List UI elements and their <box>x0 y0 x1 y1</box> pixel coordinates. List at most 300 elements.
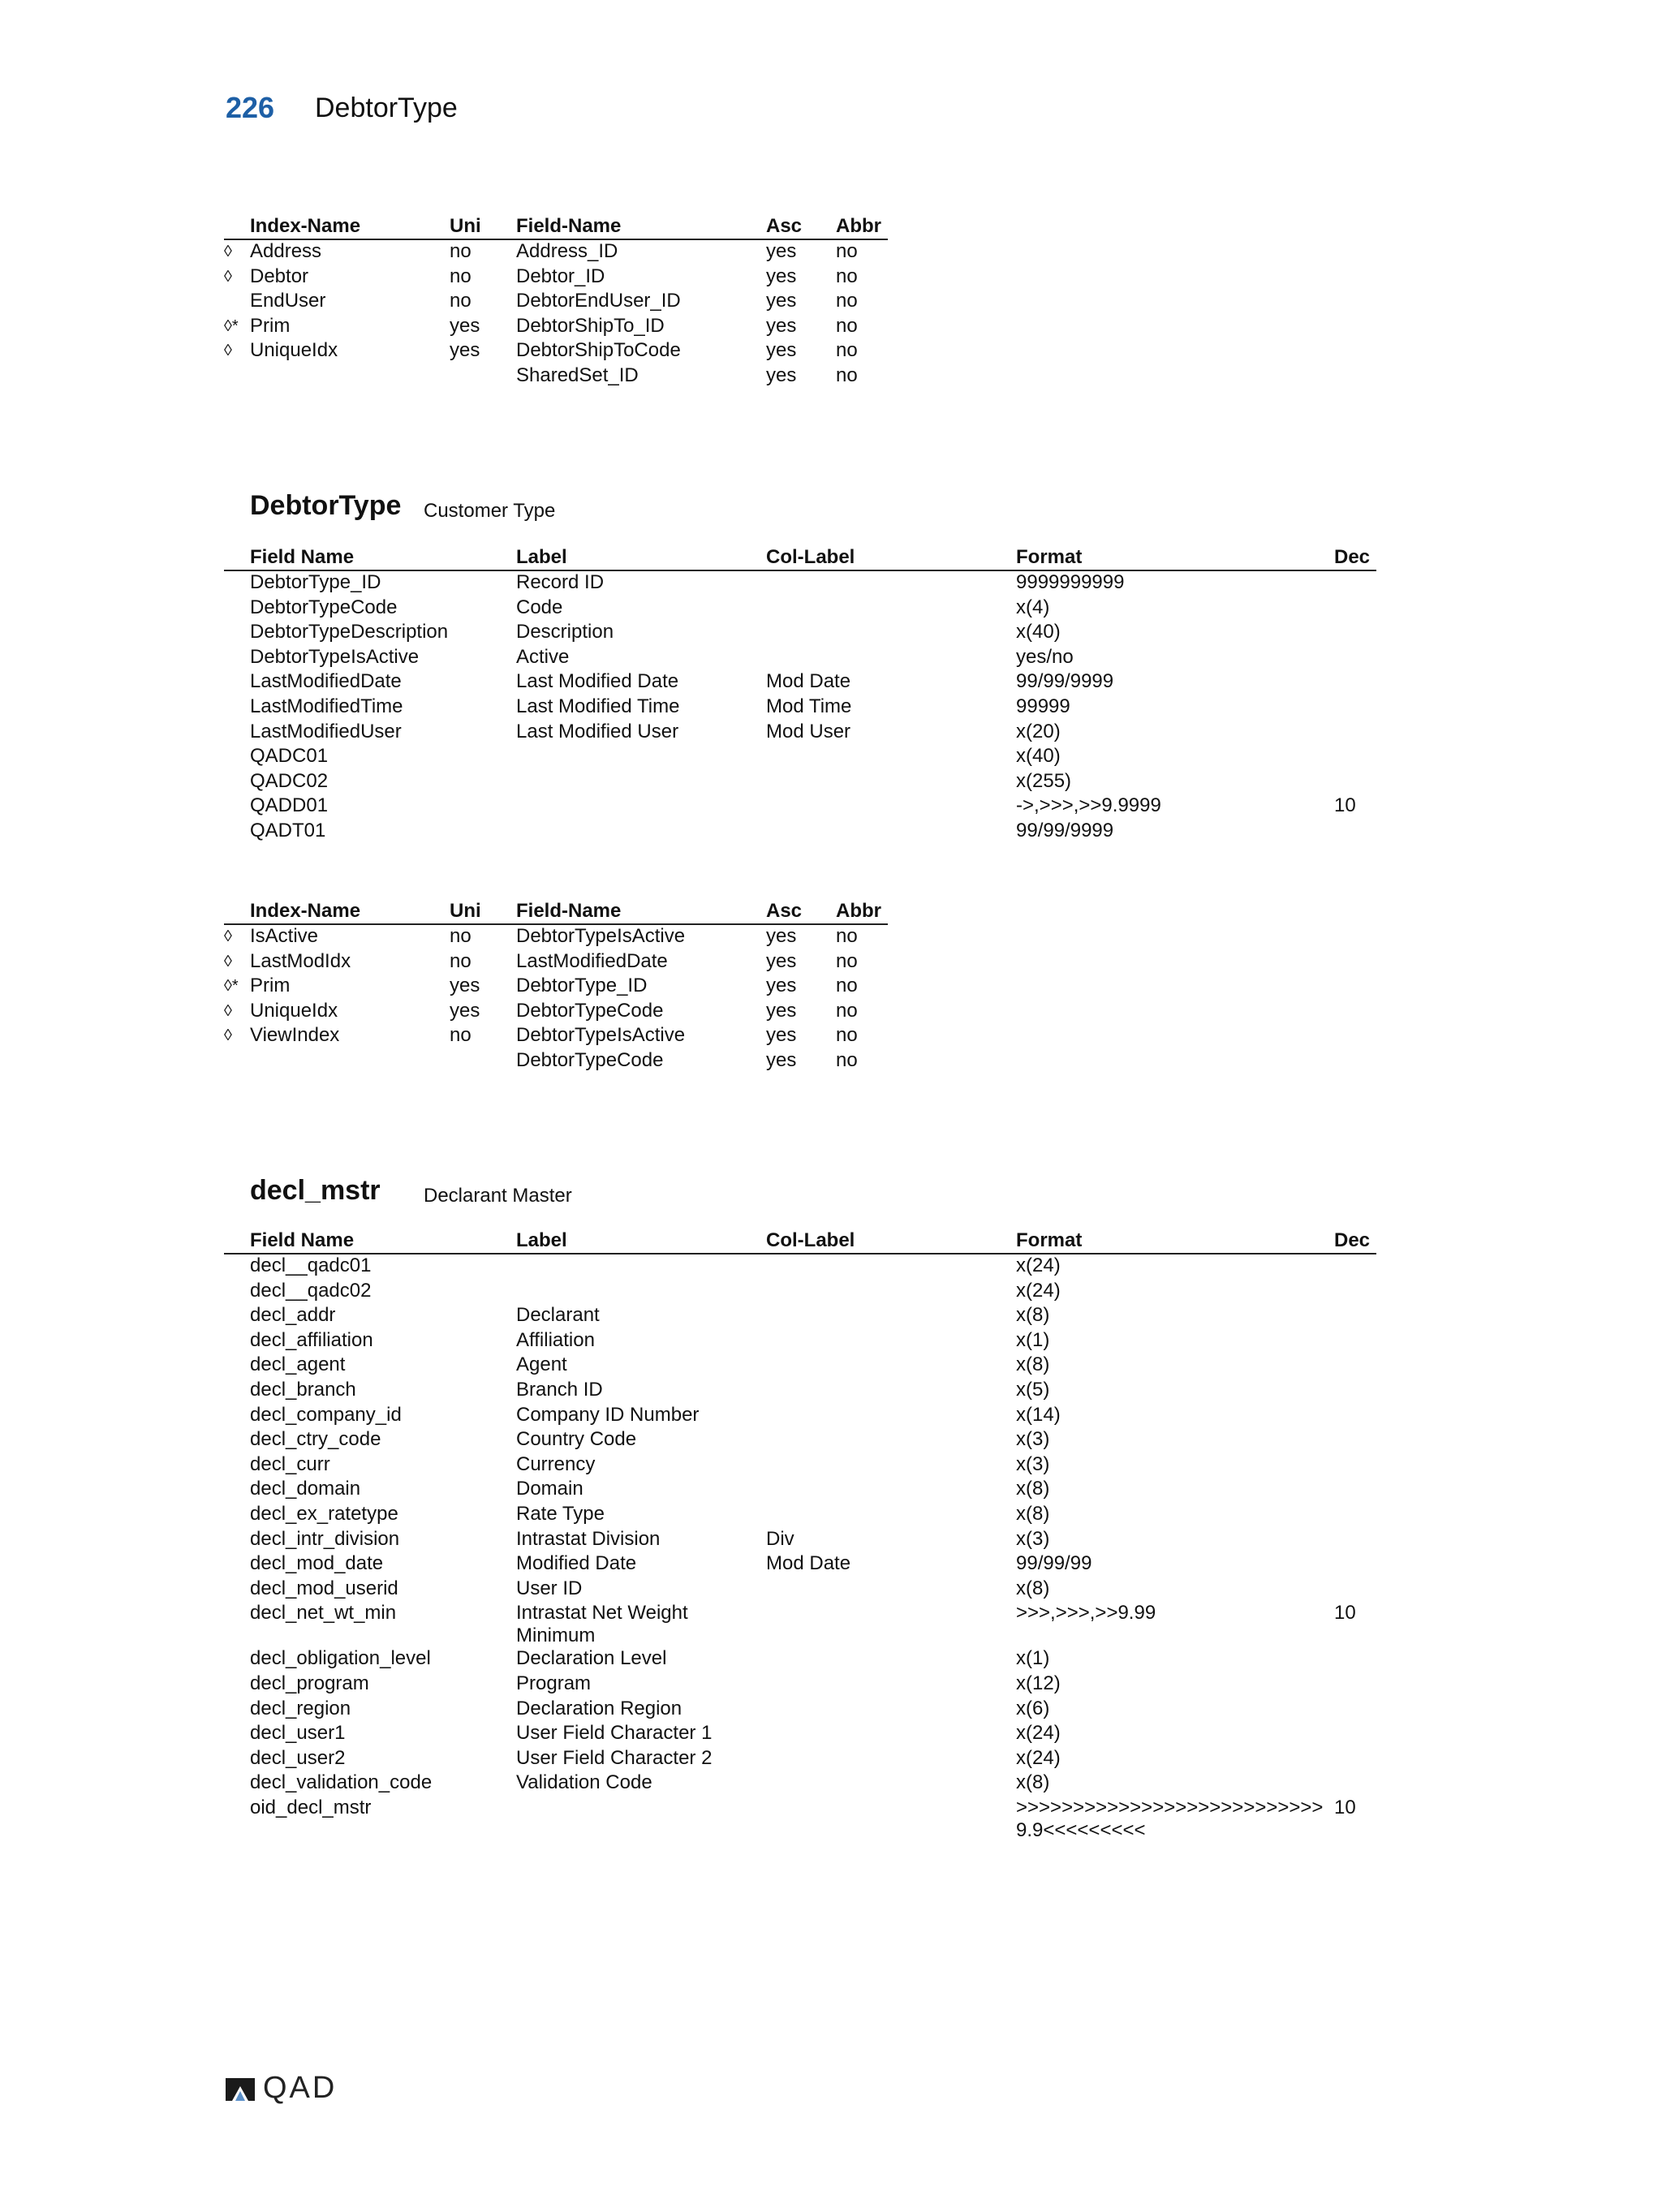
index-name: Prim <box>250 975 291 997</box>
field-label: Country Code <box>516 1428 637 1451</box>
decimals <box>1334 820 1376 845</box>
index-marker: ◊ <box>224 267 232 286</box>
index-marker: ◊ <box>224 342 232 360</box>
field-format: x(8) <box>1016 1771 1050 1794</box>
qad-logo <box>224 2071 337 2106</box>
field-name: decl_branch <box>250 1378 356 1401</box>
column-header: Index-Name <box>250 899 450 924</box>
field-name: QADD01 <box>250 794 329 817</box>
decimals <box>1334 1280 1376 1305</box>
qad-logo-icon <box>224 2075 256 2102</box>
field-name: oid_decl_mstr <box>250 1796 372 1818</box>
decimals <box>1334 1552 1376 1577</box>
field-name: LastModifiedDate <box>250 670 402 693</box>
field-label: Declaration Region <box>516 1697 682 1719</box>
unique-flag: no <box>450 925 471 947</box>
marker <box>224 1404 250 1429</box>
asc-flag: yes <box>766 925 797 947</box>
marker <box>224 1771 250 1797</box>
table-row <box>224 570 1376 596</box>
field-name: decl_mod_date <box>250 1552 384 1575</box>
abbr-flag: no <box>836 975 858 997</box>
table-row <box>224 794 1376 820</box>
column-label <box>766 1602 1016 1647</box>
column-label <box>766 1353 1016 1379</box>
field-name: QADC01 <box>250 745 329 768</box>
marker <box>224 1672 250 1698</box>
field-label <box>516 1254 766 1280</box>
section-subtitle: Customer Type <box>424 500 556 522</box>
field-format: x(12) <box>1016 1672 1061 1694</box>
field-name: decl_curr <box>250 1452 330 1475</box>
table-row <box>224 1453 1376 1478</box>
field-name: DebtorTypeIsActive <box>516 1024 686 1047</box>
table-row <box>224 695 1376 721</box>
column-label <box>766 1404 1016 1429</box>
field-format: x(255) <box>1016 769 1072 792</box>
field-label: Branch ID <box>516 1378 603 1401</box>
table-header-row <box>224 1229 1376 1254</box>
table-row <box>224 1254 1376 1280</box>
index-name: Prim <box>250 314 291 337</box>
marker <box>224 621 250 646</box>
column-header: Index-Name <box>250 214 450 239</box>
section-title: DebtorType <box>250 490 402 521</box>
table-row <box>224 239 888 265</box>
decimals <box>1334 1453 1376 1478</box>
field-format: x(40) <box>1016 621 1061 643</box>
table-row <box>224 820 1376 845</box>
table-row <box>224 924 888 950</box>
field-format: x(8) <box>1016 1577 1050 1599</box>
field-format: x(24) <box>1016 1279 1061 1302</box>
field-label: Rate Type <box>516 1502 605 1525</box>
index-name: UniqueIdx <box>250 339 338 362</box>
field-name: DebtorTypeCode <box>250 596 398 618</box>
marker <box>224 596 250 622</box>
unique-flag <box>450 364 516 389</box>
column-header: Abbr <box>836 214 888 239</box>
marker <box>224 1379 250 1404</box>
asc-flag: yes <box>766 290 797 312</box>
field-label <box>516 1797 766 1842</box>
field-name: DebtorType_ID <box>516 975 648 997</box>
field-label: Modified Date <box>516 1552 637 1575</box>
column-label <box>766 820 1016 845</box>
column-label <box>766 1698 1016 1723</box>
decimals <box>1334 1747 1376 1772</box>
column-label <box>766 1577 1016 1603</box>
table-row <box>224 1503 1376 1528</box>
index-marker: ◊* <box>224 977 239 996</box>
table-row <box>224 1353 1376 1379</box>
field-format: x(8) <box>1016 1478 1050 1500</box>
abbr-flag: no <box>836 265 858 287</box>
field-name: decl_company_id <box>250 1403 402 1426</box>
unique-flag <box>450 1049 516 1074</box>
decimals: 10 <box>1334 1602 1356 1625</box>
abbr-flag: no <box>836 999 858 1022</box>
marker-header <box>224 214 250 239</box>
asc-flag: yes <box>766 975 797 997</box>
field-name: decl_affiliation <box>250 1328 373 1351</box>
decimals <box>1334 745 1376 770</box>
decimals <box>1334 670 1376 695</box>
marker-header <box>224 545 250 570</box>
field-label: Code <box>516 596 563 618</box>
field-name: DebtorShipTo_ID <box>516 314 665 337</box>
asc-flag: yes <box>766 1048 797 1071</box>
field-name: decl_ex_ratetype <box>250 1502 398 1525</box>
field-format: 99/99/9999 <box>1016 670 1114 693</box>
table-row <box>224 646 1376 671</box>
table-row <box>224 621 1376 646</box>
table-row <box>224 1000 888 1025</box>
marker <box>224 1698 250 1723</box>
column-header: Field-Name <box>516 899 766 924</box>
field-format: x(6) <box>1016 1697 1050 1719</box>
field-name: Address_ID <box>516 240 618 262</box>
field-name: decl_ctry_code <box>250 1428 381 1451</box>
asc-flag: yes <box>766 265 797 287</box>
field-label: Active <box>516 645 570 668</box>
abbr-flag: no <box>836 1048 858 1071</box>
table-row <box>224 1404 1376 1429</box>
column-label <box>766 1747 1016 1772</box>
decimals <box>1334 621 1376 646</box>
field-name: decl__qadc02 <box>250 1279 372 1302</box>
field-name: decl_program <box>250 1672 369 1694</box>
abbr-flag: no <box>836 949 858 972</box>
decimals <box>1334 695 1376 721</box>
index-name: ViewIndex <box>250 1024 340 1047</box>
column-label <box>766 1503 1016 1528</box>
index-marker: ◊ <box>224 952 232 970</box>
column-label: Mod Date <box>766 1552 851 1575</box>
column-header: Abbr <box>836 899 888 924</box>
field-name: DebtorType_ID <box>250 571 381 593</box>
table-row <box>224 1049 888 1074</box>
field-name: decl_net_wt_min <box>250 1602 397 1625</box>
decimals: 10 <box>1334 794 1356 817</box>
asc-flag: yes <box>766 1024 797 1047</box>
marker <box>224 1602 250 1647</box>
column-header: Col-Label <box>766 1229 1016 1254</box>
column-header: Uni <box>450 899 516 924</box>
table-row <box>224 1771 1376 1797</box>
field-label: Validation Code <box>516 1771 652 1794</box>
section-subtitle: Declarant Master <box>424 1185 572 1207</box>
marker <box>224 1647 250 1672</box>
column-label <box>766 745 1016 770</box>
column-header: Col-Label <box>766 545 1016 570</box>
table-header-row <box>224 214 888 239</box>
field-label <box>516 820 766 845</box>
field-label <box>516 745 766 770</box>
column-label: Div <box>766 1527 794 1550</box>
table-row <box>224 265 888 290</box>
table-row <box>224 315 888 340</box>
marker <box>224 646 250 671</box>
field-format: x(8) <box>1016 1502 1050 1525</box>
field-label <box>516 770 766 795</box>
field-label: Last Modified Date <box>516 670 679 693</box>
index-marker: ◊ <box>224 927 232 945</box>
index-name <box>250 1049 450 1074</box>
decimals <box>1334 1304 1376 1329</box>
asc-flag: yes <box>766 364 797 386</box>
field-label: Declarant <box>516 1304 600 1327</box>
asc-flag: yes <box>766 339 797 362</box>
logo-text: QAD <box>263 2071 338 2105</box>
field-label: Domain <box>516 1478 583 1500</box>
field-name: DebtorShipToCode <box>516 339 681 362</box>
decimals <box>1334 1722 1376 1747</box>
marker-header <box>224 1229 250 1254</box>
table-header-row <box>224 545 1376 570</box>
field-name: LastModifiedUser <box>250 720 402 742</box>
column-header: Format <box>1016 545 1334 570</box>
field-label: Program <box>516 1672 592 1694</box>
marker <box>224 1747 250 1772</box>
field-name: LastModifiedDate <box>516 949 668 972</box>
field-format: x(24) <box>1016 1746 1061 1769</box>
marker <box>224 695 250 721</box>
field-format: x(3) <box>1016 1428 1050 1451</box>
field-label: Declaration Level <box>516 1647 667 1670</box>
table-row <box>224 745 1376 770</box>
column-label <box>766 1797 1016 1842</box>
table-row <box>224 1552 1376 1577</box>
marker <box>224 1722 250 1747</box>
field-name: decl_validation_code <box>250 1771 433 1794</box>
decimals <box>1334 1428 1376 1453</box>
field-format: x(4) <box>1016 596 1050 618</box>
column-label <box>766 596 1016 622</box>
column-label <box>766 1453 1016 1478</box>
field-table-debtortype <box>224 545 1376 845</box>
decimals <box>1334 1329 1376 1354</box>
index-name: IsActive <box>250 925 319 947</box>
marker <box>224 1478 250 1503</box>
index-marker <box>224 290 250 315</box>
table-row <box>224 1747 1376 1772</box>
column-label <box>766 1254 1016 1280</box>
table-row <box>224 1577 1376 1603</box>
field-name: DebtorTypeDescription <box>250 621 449 643</box>
table-row <box>224 1672 1376 1698</box>
column-label <box>766 1672 1016 1698</box>
column-label <box>766 794 1016 820</box>
field-format: >>>,>>>,>>9.99 <box>1016 1602 1156 1625</box>
table-row <box>224 1024 888 1049</box>
index-name: LastModIdx <box>250 949 351 972</box>
field-name: decl__qadc01 <box>250 1254 372 1276</box>
table-row <box>224 1280 1376 1305</box>
decimals <box>1334 646 1376 671</box>
abbr-flag: no <box>836 314 858 337</box>
column-label <box>766 1329 1016 1354</box>
field-label: Last Modified Time <box>516 695 680 717</box>
table-row <box>224 1379 1376 1404</box>
field-name: Debtor_ID <box>516 265 605 287</box>
marker <box>224 820 250 845</box>
decimals <box>1334 1404 1376 1429</box>
marker <box>224 745 250 770</box>
decimals <box>1334 1379 1376 1404</box>
decimals <box>1334 570 1376 596</box>
table-row <box>224 721 1376 746</box>
column-label: Mod User <box>766 720 851 742</box>
field-format: x(3) <box>1016 1452 1050 1475</box>
field-label: Record ID <box>516 571 605 593</box>
table-row <box>224 670 1376 695</box>
decimals <box>1334 1478 1376 1503</box>
column-header: Field Name <box>250 1229 516 1254</box>
marker <box>224 570 250 596</box>
abbr-flag: no <box>836 1024 858 1047</box>
asc-flag: yes <box>766 314 797 337</box>
abbr-flag: no <box>836 290 858 312</box>
field-label: Currency <box>516 1452 596 1475</box>
unique-flag: no <box>450 265 471 287</box>
decimals <box>1334 1647 1376 1672</box>
field-format: ->,>>>,>>9.9999 <box>1016 794 1161 817</box>
index-marker: ◊ <box>224 243 232 260</box>
field-label: Intrastat Net Weight Minimum <box>516 1602 688 1647</box>
field-format: x(40) <box>1016 745 1061 768</box>
marker-header <box>224 899 250 924</box>
index-name: UniqueIdx <box>250 999 338 1022</box>
table-row <box>224 1647 1376 1672</box>
column-header: Field-Name <box>516 214 766 239</box>
field-name: DebtorTypeIsActive <box>250 645 420 668</box>
decimals <box>1334 1254 1376 1280</box>
field-name: DebtorTypeCode <box>516 999 664 1022</box>
marker <box>224 1304 250 1329</box>
column-label <box>766 1771 1016 1797</box>
field-format: x(24) <box>1016 1254 1061 1276</box>
decimals <box>1334 1577 1376 1603</box>
marker <box>224 670 250 695</box>
decimals <box>1334 1698 1376 1723</box>
column-header: Uni <box>450 214 516 239</box>
marker <box>224 1428 250 1453</box>
decimals <box>1334 770 1376 795</box>
field-name: decl_addr <box>250 1304 336 1327</box>
column-label: Mod Date <box>766 670 851 693</box>
table-row <box>224 596 1376 622</box>
field-label: User Field Character 1 <box>516 1722 713 1745</box>
marker <box>224 1353 250 1379</box>
field-label <box>516 1280 766 1305</box>
table-row <box>224 770 1376 795</box>
table-row <box>224 1428 1376 1453</box>
index-name: Address <box>250 240 322 262</box>
marker <box>224 1453 250 1478</box>
unique-flag: yes <box>450 975 480 997</box>
field-name: decl_mod_userid <box>250 1577 398 1599</box>
field-format: 99/99/99 <box>1016 1552 1092 1575</box>
table-row <box>224 1698 1376 1723</box>
column-header: Dec <box>1334 545 1376 570</box>
table-row <box>224 339 888 364</box>
column-label <box>766 1478 1016 1503</box>
index-marker: ◊ <box>224 1026 232 1045</box>
index-table-debtortype <box>224 899 888 1074</box>
column-header: Dec <box>1334 1229 1376 1254</box>
table-row <box>224 290 888 315</box>
field-name: DebtorTypeCode <box>516 1048 664 1071</box>
field-format: x(5) <box>1016 1378 1050 1401</box>
column-header: Label <box>516 545 766 570</box>
field-format: x(14) <box>1016 1403 1061 1426</box>
field-format: x(8) <box>1016 1353 1050 1376</box>
field-name: DebtorEndUser_ID <box>516 290 681 312</box>
index-table-debtorshipto <box>224 214 888 389</box>
column-label <box>766 621 1016 646</box>
decimals <box>1334 1672 1376 1698</box>
field-format: yes/no <box>1016 645 1074 668</box>
field-label <box>516 794 766 820</box>
decimals: 10 <box>1334 1796 1356 1818</box>
asc-flag: yes <box>766 240 797 262</box>
field-name: SharedSet_ID <box>516 364 639 386</box>
marker <box>224 1528 250 1553</box>
field-label: User Field Character 2 <box>516 1746 713 1769</box>
index-name <box>250 364 450 389</box>
field-format: 99999 <box>1016 695 1070 717</box>
decimals <box>1334 1771 1376 1797</box>
decimals <box>1334 1528 1376 1553</box>
field-label: Description <box>516 621 614 643</box>
column-label: Mod Time <box>766 695 852 717</box>
field-name: QADC02 <box>250 769 329 792</box>
field-label: Affiliation <box>516 1328 595 1351</box>
column-header: Asc <box>766 214 836 239</box>
asc-flag: yes <box>766 949 797 972</box>
unique-flag: yes <box>450 999 480 1022</box>
field-name: decl_user1 <box>250 1722 346 1745</box>
index-name: Debtor <box>250 265 309 287</box>
table-row <box>224 1722 1376 1747</box>
field-name: decl_intr_division <box>250 1527 400 1550</box>
field-name: QADT01 <box>250 819 326 841</box>
column-label <box>766 570 1016 596</box>
column-label <box>766 1280 1016 1305</box>
asc-flag: yes <box>766 999 797 1022</box>
page-number: 226 <box>226 91 275 124</box>
field-name: decl_region <box>250 1697 351 1719</box>
column-header: Field Name <box>250 545 516 570</box>
decimals <box>1334 721 1376 746</box>
decimals <box>1334 1353 1376 1379</box>
column-label <box>766 1722 1016 1747</box>
column-label <box>766 770 1016 795</box>
field-format: 9999999999 <box>1016 571 1125 593</box>
field-name: decl_obligation_level <box>250 1647 431 1670</box>
field-table-decl-mstr <box>224 1229 1376 1842</box>
column-label <box>766 1428 1016 1453</box>
field-label: User ID <box>516 1577 583 1599</box>
marker <box>224 1254 250 1280</box>
marker <box>224 1552 250 1577</box>
page-title: DebtorType <box>315 93 458 123</box>
marker <box>224 794 250 820</box>
marker <box>224 1329 250 1354</box>
section-title: decl_mstr <box>250 1175 381 1206</box>
field-label: Last Modified User <box>516 720 679 742</box>
